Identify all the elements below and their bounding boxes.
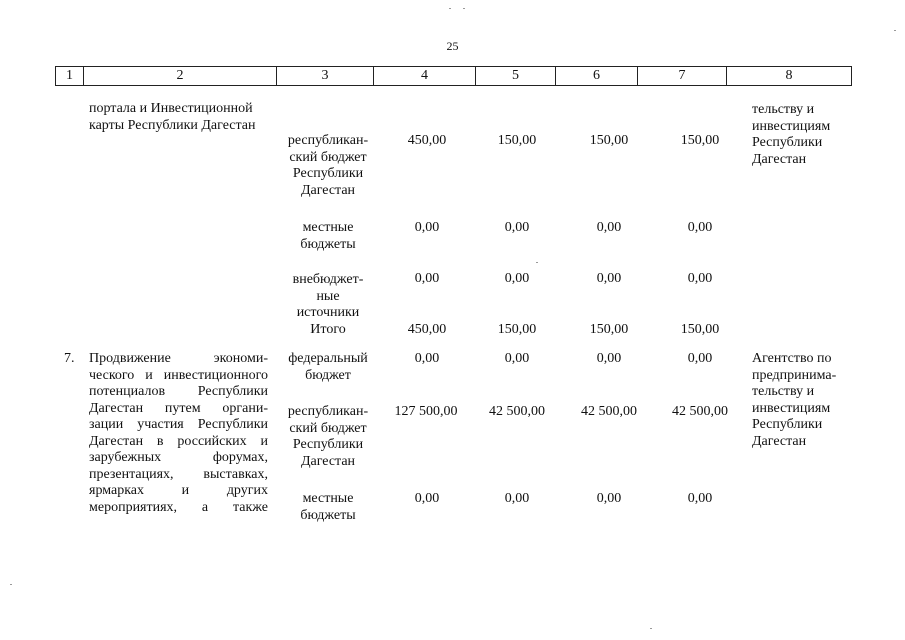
value-col7: 0,00: [687, 220, 713, 235]
value-col5: 150,00: [497, 133, 537, 148]
column-header: 7: [637, 67, 726, 85]
value-col5: 0,00: [504, 271, 530, 286]
value-col4: 127 500,00: [394, 404, 458, 419]
scan-speck: [463, 8, 465, 9]
value-col5: 0,00: [504, 351, 530, 366]
value-col7: 150,00: [680, 322, 720, 337]
value-col4: 0,00: [414, 491, 440, 506]
value-col7: 0,00: [687, 491, 713, 506]
value-col4: 450,00: [407, 322, 447, 337]
total-label: Итого: [310, 322, 346, 337]
value-col6: 0,00: [596, 491, 622, 506]
row7-description: Продвижение экономи- ческого и инвестиционного потенциалов Республики Дагестан путем органи- зации участия Республики Дагестан в российских и зарубежных форумах, презентациях, выставках, ярмарках и других мероприятиях, а также: [89, 351, 268, 515]
scan-speck: [10, 584, 12, 585]
row-cont-description: портала и Инвестиционной карты Республики Дагестан: [89, 101, 256, 133]
value-col6: 0,00: [596, 220, 622, 235]
source-name: республикан- ский бюджет Республики Дагестан: [287, 133, 369, 198]
value-col5: 150,00: [497, 322, 537, 337]
column-header: 6: [555, 67, 637, 85]
value-col5: 0,00: [504, 491, 530, 506]
scan-speck: [650, 628, 652, 629]
value-col4: 0,00: [414, 271, 440, 286]
page-number: 25: [446, 39, 459, 53]
value-col7: 150,00: [680, 133, 720, 148]
value-col6: 0,00: [596, 351, 622, 366]
value-col7: 42 500,00: [672, 404, 728, 419]
column-header: 4: [373, 67, 475, 85]
value-col5: 0,00: [504, 220, 530, 235]
value-col7: 0,00: [687, 271, 713, 286]
column-header: 1: [55, 67, 83, 85]
scan-speck: [894, 30, 896, 31]
row7-agency: Агентство по предпринима- тельству и инвестициям Республики Дагестан: [752, 351, 837, 449]
column-header: 5: [475, 67, 555, 85]
value-col4: 0,00: [414, 351, 440, 366]
value-col5: 42 500,00: [489, 404, 545, 419]
value-col6: 150,00: [589, 322, 629, 337]
source-name: местные бюджеты: [300, 220, 356, 252]
scan-speck: [449, 8, 451, 9]
table-header: [55, 66, 852, 86]
row-number: 7.: [64, 351, 75, 366]
source-name: местные бюджеты: [300, 491, 356, 523]
source-name: федеральный бюджет: [288, 351, 368, 383]
value-col4: 0,00: [414, 220, 440, 235]
value-col6: 150,00: [589, 133, 629, 148]
value-col6: 42 500,00: [581, 404, 637, 419]
column-header: 2: [83, 67, 276, 85]
column-header: 3: [276, 67, 373, 85]
value-col4: 450,00: [407, 133, 447, 148]
source-name: республикан- ский бюджет Республики Дагестан: [287, 404, 369, 469]
source-name: внебюджет- ные источники: [292, 272, 364, 320]
value-col6: 0,00: [596, 271, 622, 286]
scan-speck: [536, 262, 538, 263]
row-cont-agency: тельству и инвестициям Республики Дагестан: [752, 102, 831, 167]
column-header: 8: [726, 67, 852, 85]
value-col7: 0,00: [687, 351, 713, 366]
